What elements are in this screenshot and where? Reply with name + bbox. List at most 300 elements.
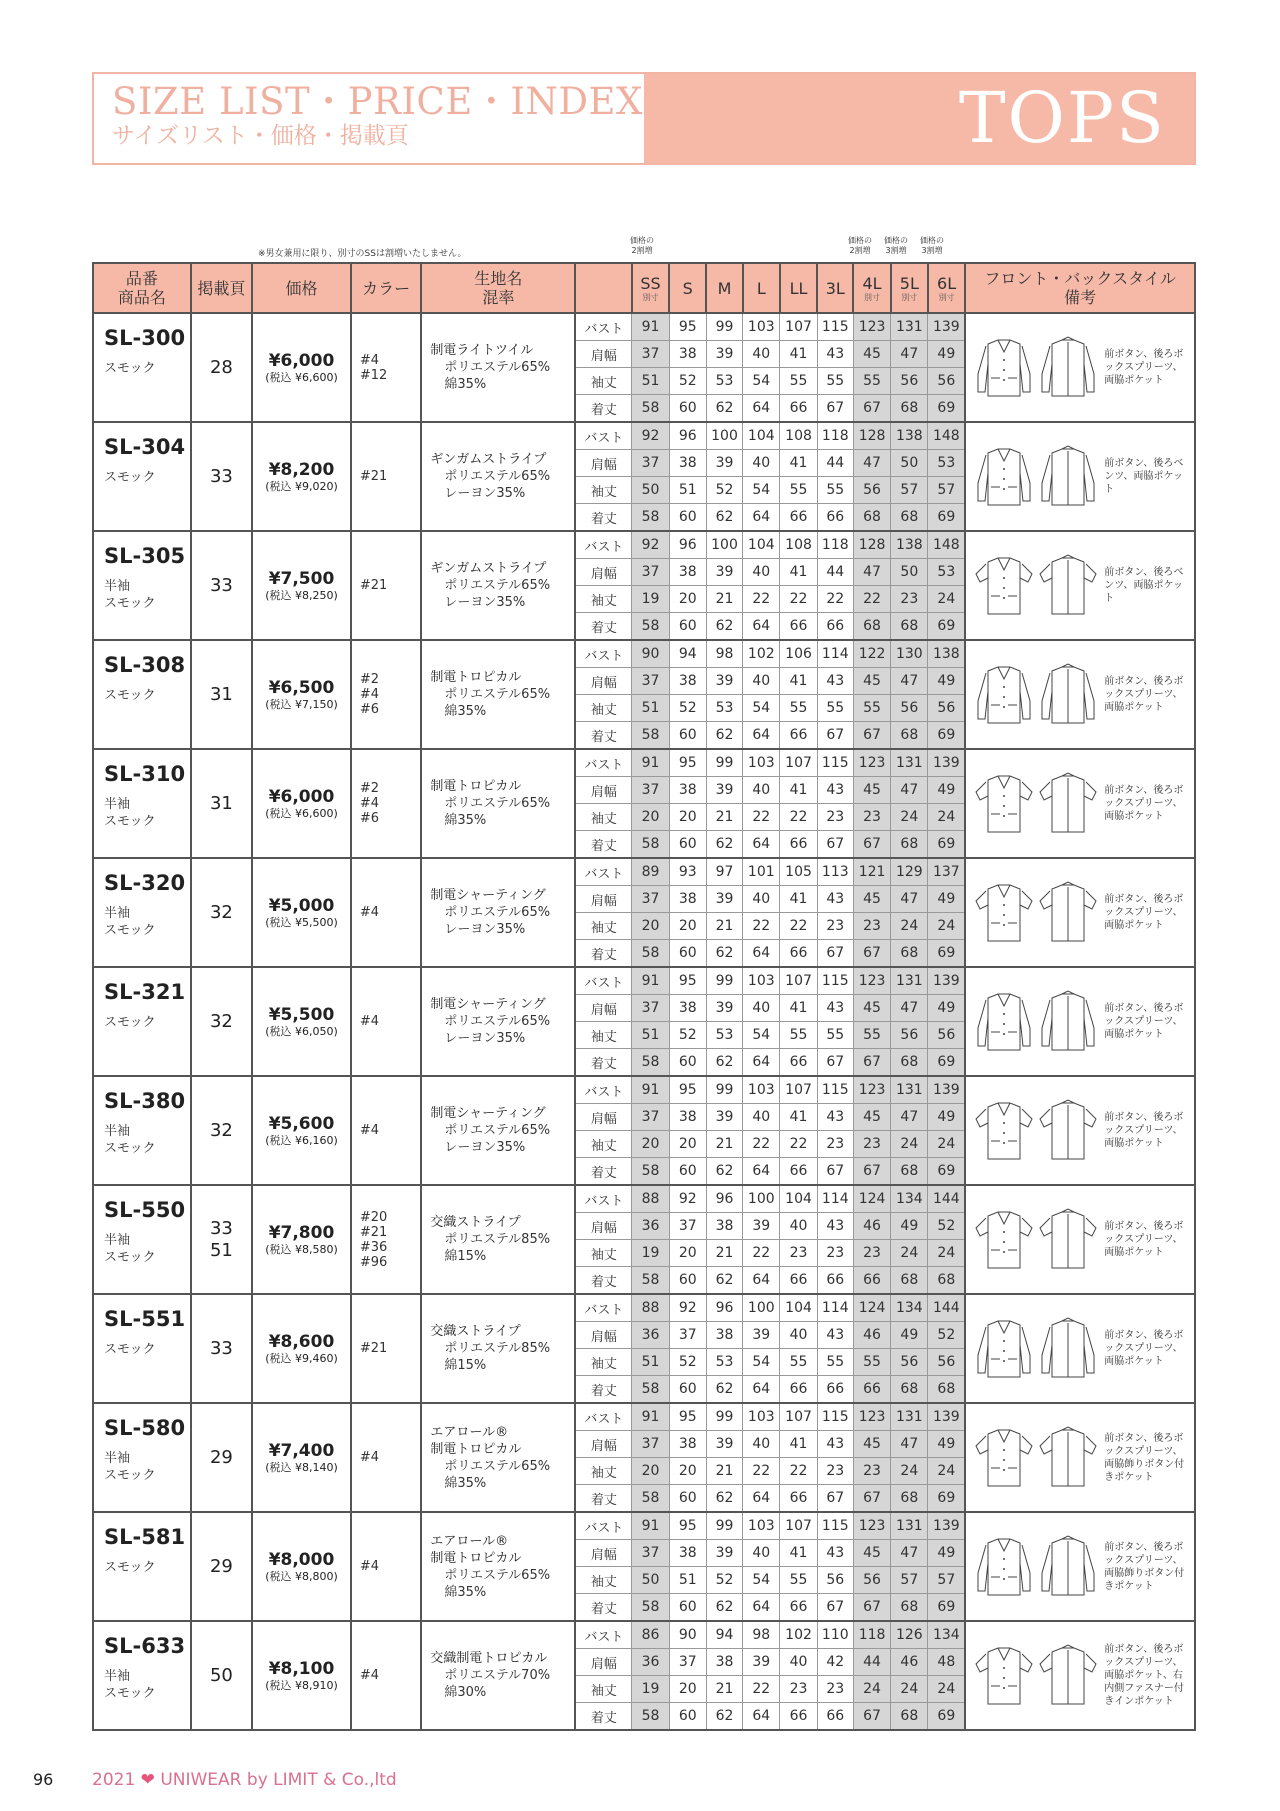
size-value-3l: 67 [817,940,853,968]
size-value-s: 38 [669,777,706,804]
measure-label: バスト [575,1185,631,1213]
size-value-6l: 57 [928,477,965,504]
size-value-s: 96 [669,422,706,450]
size-value-s: 60 [669,1267,706,1295]
style-cell [965,1185,1195,1294]
price-tax-included: (税込 ¥6,050) [265,1024,338,1038]
size-value-m: 62 [706,722,742,750]
size-value-ss: 37 [632,995,669,1022]
category-title: TOPS [958,77,1166,159]
size-value-s: 37 [669,1322,706,1349]
size-value-l: 54 [743,1349,780,1376]
size-value-m: 99 [706,313,742,341]
fabric-mix: ポリエステル65% レーヨン35% [444,905,551,937]
banner-category-area [644,74,1194,163]
size-value-ll: 55 [780,695,817,722]
size-value-4l: 44 [853,1649,890,1676]
front-garment-icon [974,1315,1034,1383]
header-size-4l [853,263,890,313]
size-value-m: 62 [706,940,742,968]
size-value-4l: 68 [853,504,890,532]
size-label: M [717,278,732,298]
measure-label: 着丈 [575,1485,631,1513]
front-garment-icon [974,988,1034,1056]
size-value-ll: 66 [780,831,817,859]
price-tax-included: (税込 ¥8,800) [265,1569,338,1583]
style-cell [965,1403,1195,1512]
size-value-ss: 58 [632,1049,669,1077]
size-value-6l: 69 [928,395,965,423]
page-number-ref: 31 [209,683,233,705]
product-code-cell [93,1621,191,1730]
size-value-l: 40 [743,559,780,586]
page-number-ref: 32 [209,1119,233,1141]
size-value-l: 64 [743,1594,780,1622]
size-value-6l: 144 [928,1294,965,1322]
size-value-l: 40 [743,995,780,1022]
size-value-3l: 115 [817,313,853,341]
size-value-5l: 24 [891,913,928,940]
size-value-ss: 50 [632,477,669,504]
size-value-ss: 37 [632,1540,669,1567]
size-value-ll: 66 [780,1376,817,1404]
size-value-5l: 68 [891,1485,928,1513]
product-name: スモック [104,361,156,376]
size-value-s: 60 [669,940,706,968]
footer-brand [92,1770,397,1790]
size-value-s: 52 [669,368,706,395]
fabric-cell [421,858,575,967]
product-code: SL-320 [104,871,186,895]
style-cell [965,313,1195,422]
size-value-s: 38 [669,1104,706,1131]
measure-label: 着丈 [575,831,631,859]
product-name: 半袖 スモック [104,797,156,829]
color-codes [351,1403,422,1512]
size-value-ss: 58 [632,831,669,859]
measure-label: 袖丈 [575,368,631,395]
size-value-3l: 110 [817,1621,853,1649]
size-value-ll: 41 [780,668,817,695]
color-codes [351,967,422,1076]
price: ¥8,200 [268,459,335,480]
size-value-m: 39 [706,1540,742,1567]
product-code-cell [93,858,191,967]
size-value-4l: 45 [853,886,890,913]
size-value-4l: 124 [853,1294,890,1322]
separate-size-note: 別寸 [864,292,881,302]
size-value-6l: 49 [928,886,965,913]
remarks: 前ボタン、後ろボックスプリーツ、両脇ポケット [1104,1112,1184,1149]
size-value-6l: 56 [928,1022,965,1049]
size-value-6l: 69 [928,940,965,968]
size-value-3l: 23 [817,1458,853,1485]
size-value-l: 64 [743,831,780,859]
size-value-5l: 47 [891,341,928,368]
size-value-l: 64 [743,1267,780,1295]
size-value-6l: 49 [928,995,965,1022]
header-style: フロント・バックスタイル 備考 [965,263,1195,313]
measure-label: 袖丈 [575,1131,631,1158]
size-value-ll: 41 [780,559,817,586]
measure-label: バスト [575,422,631,450]
back-garment-icon [1038,879,1098,947]
color-codes [351,531,422,640]
banner-title-en: SIZE LIST・PRICE・INDEX [112,80,643,123]
size-value-ss: 20 [632,804,669,831]
measure-label: バスト [575,1294,631,1322]
size-value-s: 37 [669,1649,706,1676]
size-value-s: 60 [669,1049,706,1077]
size-value-4l: 45 [853,777,890,804]
size-value-5l: 24 [891,1131,928,1158]
size-value-ll: 106 [780,640,817,668]
page-ref [191,749,252,858]
size-value-ss: 50 [632,1567,669,1594]
size-value-m: 39 [706,1104,742,1131]
surcharge-4l: 価格の 2割増 [848,236,872,255]
size-value-ss: 58 [632,504,669,532]
price-cell [252,1403,351,1512]
size-value-m: 39 [706,1431,742,1458]
size-value-s: 52 [669,1022,706,1049]
size-value-3l: 115 [817,967,853,995]
size-value-6l: 24 [928,1240,965,1267]
fabric-name: エアロール® 制電トロピカル [430,1424,522,1457]
fabric-mix: ポリエステル65% レーヨン35% [444,469,551,501]
surcharge-ss: 価格の 2割増 [630,236,654,255]
measure-label: 肩幅 [575,450,631,477]
product-code: SL-380 [104,1089,186,1113]
size-value-ll: 22 [780,804,817,831]
table-row [93,858,1195,886]
measure-label: 着丈 [575,1376,631,1404]
size-value-l: 98 [743,1621,780,1649]
color-codes [351,1185,422,1294]
color-list: #4 [359,1123,380,1138]
size-value-6l: 53 [928,559,965,586]
size-value-3l: 67 [817,1485,853,1513]
page-number-ref: 32 [209,901,233,923]
size-value-ll: 66 [780,1703,817,1731]
size-value-s: 37 [669,1213,706,1240]
size-value-ll: 107 [780,1403,817,1431]
size-value-m: 99 [706,1403,742,1431]
price-cell [252,749,351,858]
size-value-m: 39 [706,886,742,913]
size-value-5l: 131 [891,1076,928,1104]
size-value-3l: 67 [817,1158,853,1186]
front-garment-icon [974,1097,1034,1165]
page-ref [191,1621,252,1730]
size-value-l: 54 [743,368,780,395]
back-garment-icon [1038,1315,1098,1383]
size-value-5l: 138 [891,531,928,559]
size-value-ll: 107 [780,313,817,341]
size-value-3l: 23 [817,804,853,831]
size-value-l: 40 [743,1431,780,1458]
style-cell [965,749,1195,858]
back-garment-icon [1038,661,1098,729]
size-value-s: 60 [669,1703,706,1731]
size-value-3l: 67 [817,831,853,859]
color-codes [351,1076,422,1185]
size-value-6l: 69 [928,831,965,859]
table-row [93,313,1195,341]
size-value-m: 38 [706,1322,742,1349]
color-list: #4 [359,1014,380,1029]
style-cell [965,1512,1195,1621]
size-value-ll: 66 [780,504,817,532]
size-value-s: 60 [669,722,706,750]
product-name: 半袖 スモック [104,1451,156,1483]
size-value-s: 95 [669,313,706,341]
banner-title-area [94,74,644,163]
size-value-6l: 139 [928,1076,965,1104]
size-value-6l: 69 [928,722,965,750]
size-value-s: 38 [669,668,706,695]
page-number-ref: 33 [209,465,233,487]
size-value-6l: 69 [928,504,965,532]
size-value-6l: 49 [928,668,965,695]
fabric-name: 制電ライトツイル [430,343,534,358]
size-value-s: 90 [669,1621,706,1649]
price-tax-included: (税込 ¥8,250) [265,588,338,602]
size-value-5l: 57 [891,1567,928,1594]
product-code: SL-551 [104,1307,186,1331]
measure-label: バスト [575,858,631,886]
size-value-s: 60 [669,831,706,859]
size-value-4l: 67 [853,1703,890,1731]
size-value-l: 22 [743,586,780,613]
size-value-3l: 43 [817,995,853,1022]
product-name: 半袖 スモック [104,1669,156,1701]
size-value-m: 38 [706,1649,742,1676]
size-value-ll: 107 [780,967,817,995]
size-value-m: 21 [706,913,742,940]
header-size-m [706,263,742,313]
back-garment-icon [1038,1424,1098,1492]
fabric-cell [421,967,575,1076]
size-value-4l: 123 [853,313,890,341]
size-value-ss: 51 [632,695,669,722]
size-value-3l: 118 [817,422,853,450]
size-value-ll: 66 [780,395,817,423]
price-cell [252,858,351,967]
product-name: スモック [104,1015,156,1030]
size-value-5l: 129 [891,858,928,886]
size-value-m: 62 [706,831,742,859]
color-list: #4 #12 [359,352,388,383]
size-value-4l: 121 [853,858,890,886]
size-value-5l: 50 [891,559,928,586]
size-value-m: 39 [706,668,742,695]
size-value-3l: 114 [817,1294,853,1322]
size-value-m: 96 [706,1294,742,1322]
header-price: 価格 [252,263,351,313]
size-label: S [682,278,693,298]
size-value-s: 38 [669,995,706,1022]
product-code-cell [93,1185,191,1294]
size-value-6l: 144 [928,1185,965,1213]
size-value-6l: 24 [928,586,965,613]
fabric-name: 交織ストライプ [430,1324,521,1339]
unisex-note: ※男女兼用に限り、別寸のSSは割増いたしません。 [258,249,467,259]
size-value-3l: 115 [817,1403,853,1431]
size-value-ll: 108 [780,422,817,450]
size-value-4l: 66 [853,1376,890,1404]
size-value-l: 64 [743,940,780,968]
size-value-ss: 37 [632,450,669,477]
size-value-4l: 67 [853,1485,890,1513]
remarks: 前ボタン、後ろボックスプリーツ、両脇ポケット [1104,1221,1184,1258]
measure-label: 肩幅 [575,559,631,586]
color-codes [351,1512,422,1621]
size-value-l: 64 [743,1376,780,1404]
size-value-6l: 69 [928,1158,965,1186]
size-value-4l: 24 [853,1676,890,1703]
size-value-ss: 92 [632,531,669,559]
size-value-5l: 130 [891,640,928,668]
size-value-ss: 20 [632,913,669,940]
header-color: カラー [351,263,422,313]
size-value-l: 39 [743,1322,780,1349]
size-value-m: 99 [706,1076,742,1104]
brand-text: UNIWEAR by LIMIT & Co.,ltd [160,1770,397,1790]
measure-label: 肩幅 [575,668,631,695]
size-value-m: 62 [706,1049,742,1077]
size-value-4l: 55 [853,695,890,722]
size-value-ss: 58 [632,1376,669,1404]
size-value-ss: 58 [632,1703,669,1731]
size-value-m: 62 [706,1267,742,1295]
price: ¥6,000 [268,350,335,371]
size-value-s: 60 [669,613,706,641]
size-value-ll: 40 [780,1213,817,1240]
size-value-3l: 44 [817,450,853,477]
front-garment-icon [974,1533,1034,1601]
size-value-ll: 41 [780,1431,817,1458]
size-value-3l: 23 [817,1240,853,1267]
size-value-3l: 43 [817,1213,853,1240]
size-value-m: 62 [706,395,742,423]
size-value-ss: 36 [632,1322,669,1349]
size-value-m: 21 [706,804,742,831]
size-value-6l: 49 [928,1104,965,1131]
size-value-ll: 66 [780,1049,817,1077]
size-value-3l: 55 [817,1349,853,1376]
size-value-l: 64 [743,395,780,423]
size-label: 3L [825,278,845,298]
size-value-l: 54 [743,695,780,722]
size-value-3l: 23 [817,913,853,940]
remarks: 前ボタン、後ろボックスプリーツ、両脇ポケット [1104,676,1184,713]
size-value-l: 103 [743,1076,780,1104]
heart-logo-icon: ❤ [140,1770,155,1790]
fabric-cell [421,640,575,749]
size-value-5l: 131 [891,749,928,777]
style-cell [965,640,1195,749]
size-value-ll: 107 [780,749,817,777]
size-value-3l: 56 [817,1567,853,1594]
size-value-s: 60 [669,504,706,532]
front-garment-icon [974,552,1034,620]
size-value-m: 39 [706,341,742,368]
size-value-s: 95 [669,1403,706,1431]
measure-label: バスト [575,1512,631,1540]
fabric-mix: ポリエステル65% 綿35% [444,687,551,719]
size-value-4l: 55 [853,1349,890,1376]
front-garment-icon [974,1206,1034,1274]
size-value-6l: 69 [928,1485,965,1513]
page-number-ref: 33 51 [209,1217,233,1261]
size-value-m: 62 [706,1703,742,1731]
size-value-4l: 45 [853,341,890,368]
product-code-cell [93,1512,191,1621]
size-value-ll: 66 [780,940,817,968]
size-value-m: 99 [706,1512,742,1540]
remarks: 前ボタン、後ろボックスプリーツ、両脇ポケット [1104,1003,1184,1040]
remarks: 前ボタン、後ろボックスプリーツ、両脇飾りボタン付きポケット [1104,1541,1185,1592]
color-list: #21 [359,469,388,484]
size-value-m: 53 [706,695,742,722]
measure-label: バスト [575,967,631,995]
size-value-3l: 66 [817,613,853,641]
size-value-m: 62 [706,1485,742,1513]
header-size-ss [632,263,669,313]
size-value-3l: 67 [817,1594,853,1622]
price-cell [252,1294,351,1403]
size-value-s: 20 [669,1676,706,1703]
price: ¥6,500 [268,677,335,698]
price-cell [252,1621,351,1730]
size-value-ll: 40 [780,1649,817,1676]
size-value-m: 21 [706,1676,742,1703]
size-value-ll: 66 [780,1485,817,1513]
size-value-l: 40 [743,777,780,804]
size-value-3l: 43 [817,1104,853,1131]
price-tax-included: (税込 ¥8,140) [265,1460,338,1474]
price-tax-included: (税込 ¥9,460) [265,1351,338,1365]
size-value-5l: 68 [891,1267,928,1295]
size-value-4l: 67 [853,1594,890,1622]
size-value-s: 51 [669,477,706,504]
size-value-m: 38 [706,1213,742,1240]
measure-label: 袖丈 [575,1458,631,1485]
back-garment-icon [1038,443,1098,511]
style-cell [965,858,1195,967]
price: ¥7,400 [268,1440,335,1461]
size-value-4l: 67 [853,722,890,750]
product-code: SL-308 [104,653,186,677]
fabric-name: 交織制電トロピカル [430,1651,548,1666]
product-code-cell [93,640,191,749]
size-value-ll: 104 [780,1294,817,1322]
size-value-m: 39 [706,995,742,1022]
product-code-cell [93,1403,191,1512]
size-value-3l: 43 [817,341,853,368]
measure-label: 肩幅 [575,341,631,368]
table-row [93,531,1195,559]
measure-label: 肩幅 [575,1649,631,1676]
size-value-5l: 68 [891,1594,928,1622]
front-garment-icon [974,1642,1034,1710]
size-value-3l: 43 [817,886,853,913]
fabric-cell [421,1294,575,1403]
size-value-3l: 23 [817,1676,853,1703]
size-value-5l: 23 [891,586,928,613]
remarks: 前ボタン、後ろベンツ、両脇ポケット [1104,567,1184,604]
